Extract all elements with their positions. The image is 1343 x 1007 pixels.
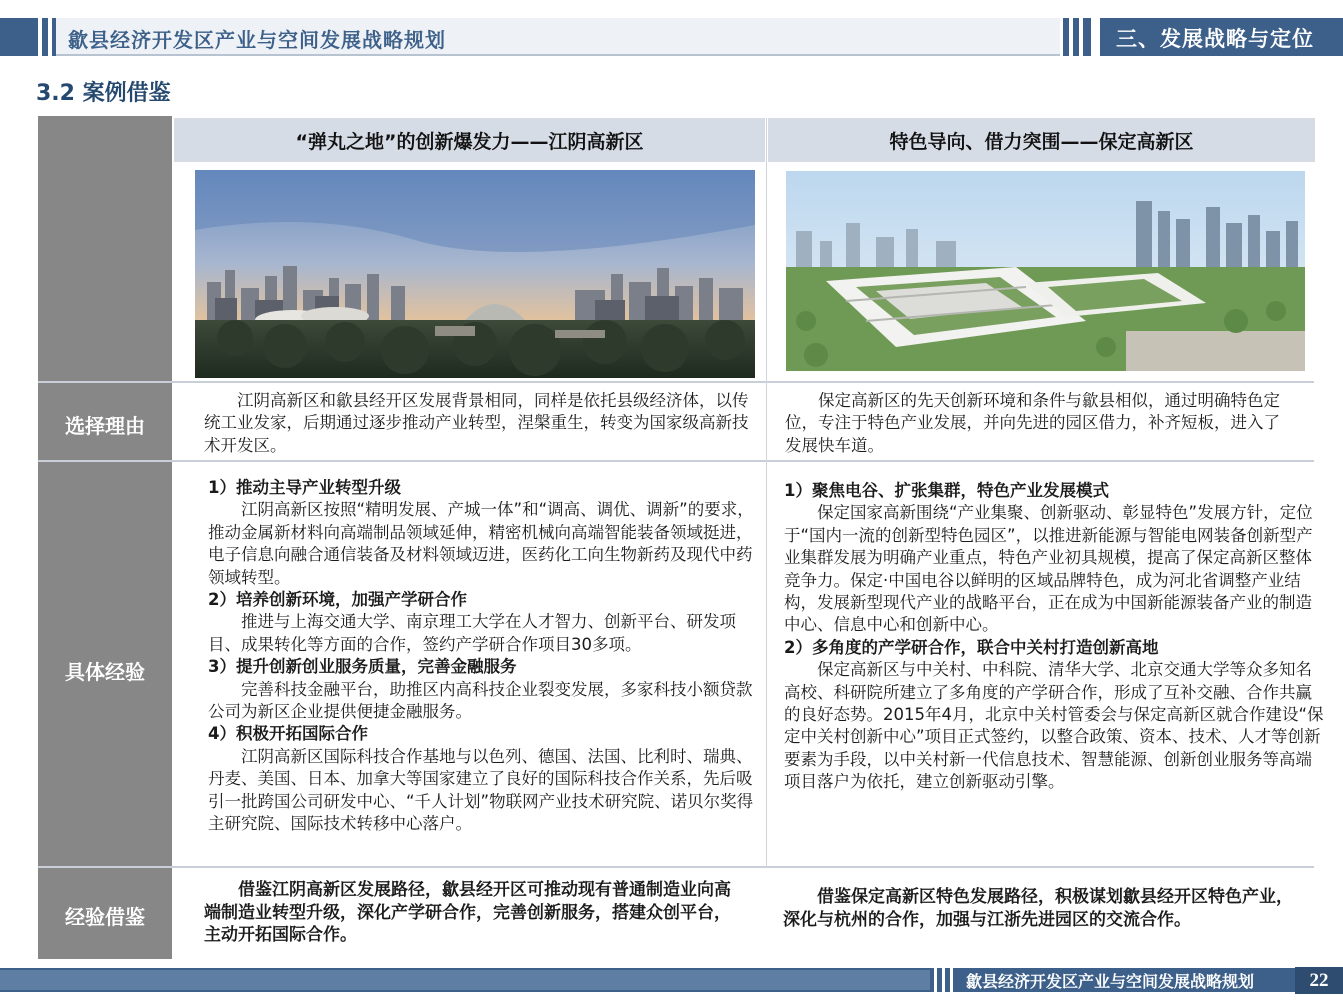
- right-item-heading: 1）聚焦电谷、扩张集群，特色产业发展模式: [784, 481, 1109, 500]
- row-divider: [38, 460, 1314, 462]
- right-case-header: [768, 118, 1315, 162]
- footer-doc-title: 歙县经济开发区产业与空间发展战略规划: [966, 972, 1255, 991]
- left-experience-list: [208, 477, 758, 836]
- baoding-district-photo: [786, 171, 1305, 371]
- row-label-experience: 具体经验: [65, 660, 145, 684]
- header-right-stripes: [1063, 18, 1095, 56]
- left-item-text: 推进与上海交通大学、南京理工大学在人才智力、创新平台、研发项目、成果转化等方面的合作，签约产学研合作项目30多项。: [208, 612, 736, 654]
- left-item-text: 完善科技金融平台，助推区内高科技企业裂变发展，多家科技小额贷款公司为新区企业提供便捷金融服务。: [208, 679, 753, 722]
- footer-stripes: [934, 966, 958, 994]
- right-item-heading: 2）多角度的产学研合作，联合中关村打造创新高地: [784, 637, 1159, 657]
- left-case-header: [174, 118, 765, 162]
- row-label-reason: 选择理由: [65, 414, 145, 438]
- row-divider: [38, 381, 1314, 383]
- right-experience-list: [784, 480, 1326, 794]
- footer-accent-bar: [0, 970, 930, 990]
- left-item-text: 江阴高新区按照“精明发展、产城一体”和“调高、调优、调新”的要求，推动金属新材料向高端制品领域延伸，精密机械向高端智能装备领域挺进，电子信息向融合通信装备及材料领域迈进，医药化工向生物新药及现代中药领域转型。: [208, 500, 754, 587]
- page-number: 22: [1295, 967, 1343, 994]
- row-label-lesson: 经验借鉴: [65, 905, 145, 929]
- jiangyin-skyline-photo: [195, 170, 755, 378]
- left-reason-text: 江阴高新区和歙县经开区发展背景相同，同样是依托县级经济体，以传统工业发家，后期通过逐步推动产业转型，涅槃重生，转变为国家级高新技术开发区。: [204, 391, 749, 455]
- left-item-heading: 3）提升创新创业服务质量，完善金融服务: [208, 657, 517, 677]
- right-case-title: 特色导向、借力突围——保定高新区: [889, 131, 1194, 153]
- left-case-title: “弹丸之地”的创新爆发力——江阴高新区: [295, 131, 644, 153]
- left-item-heading: 4）积极开拓国际合作: [208, 724, 368, 744]
- left-lesson-text: 借鉴江阴高新区发展路径，歙县经开区可推动现有普通制造业向高端制造业转型升级，深化产学研合作，完善创新服务，搭建众创平台，主动开拓国际合作。: [204, 880, 731, 945]
- header-doc-title: 歙县经济开发区产业与空间发展战略规划: [68, 28, 446, 52]
- row-divider: [38, 866, 1314, 868]
- row-label-column: [38, 116, 172, 959]
- left-item-heading: 1）推动主导产业转型升级: [208, 478, 401, 497]
- column-divider: [766, 118, 767, 868]
- header-section-label: 三、发展战略与定位: [1116, 27, 1314, 51]
- right-item-text: 保定高新区与中关村、中科院、清华大学、北京交通大学等众多知名高校、科研院所建立了多角度的产学研合作，形成了互补交融、合作共赢的良好态势。2015年4月，北京中关村管委会与保定高新区就合作建设“保定中关村创新中心”项目正式签约，以整合政策、资本、技术、人才等创新要素为手段，以中关村新一代信息技术、智慧能源、创新创业服务等高端项目落户为依托，建立创新驱动引擎。: [784, 660, 1324, 792]
- left-item-text: 江阴高新区国际科技合作基地与以色列、德国、法国、比利时、瑞典、丹麦、美国、日本、加拿大等国家建立了良好的国际科技合作关系，先后吸引一批跨国公司研发中心、“千人计划”物联网产业技术研究院、诺贝尔奖得主研究院、国际技术转移中心落户。: [208, 746, 754, 834]
- right-lesson-text: 借鉴保定高新区特色发展路径，积极谋划歙县经开区特色产业，深化与杭州的合作，加强与江浙先进园区的交流合作。: [783, 887, 1293, 930]
- page-title: 3.2 案例借鉴: [36, 81, 171, 106]
- right-item-text: 保定国家高新围绕“产业集聚、创新驱动、彰显特色”发展方针，定位于“国内一流的创新型特色园区”，以推进新能源与智能电网装备创新型产业集群发展为明确产业重点，特色产业初具规模，提高了保定高新区整体竞争力。保定·中国电谷以鲜明的区域品牌特色，成为河北省调整产业结构，发展新型现代产业的战略平台，正在成为中国新能源装备产业的制造中心、信息中心和创新中心。: [784, 503, 1313, 635]
- left-item-heading: 2）培养创新环境，加强产学研合作: [208, 590, 467, 610]
- right-reason-text: 保定高新区的先天创新环境和条件与歙县相似，通过明确特色定位，专注于特色产业发展，并向先进的园区借力，补齐短板，进入了发展快车道。: [785, 391, 1280, 455]
- header-left-stripes: [0, 18, 60, 56]
- header-title-box: [56, 18, 1060, 56]
- header-section-badge: [1100, 18, 1343, 56]
